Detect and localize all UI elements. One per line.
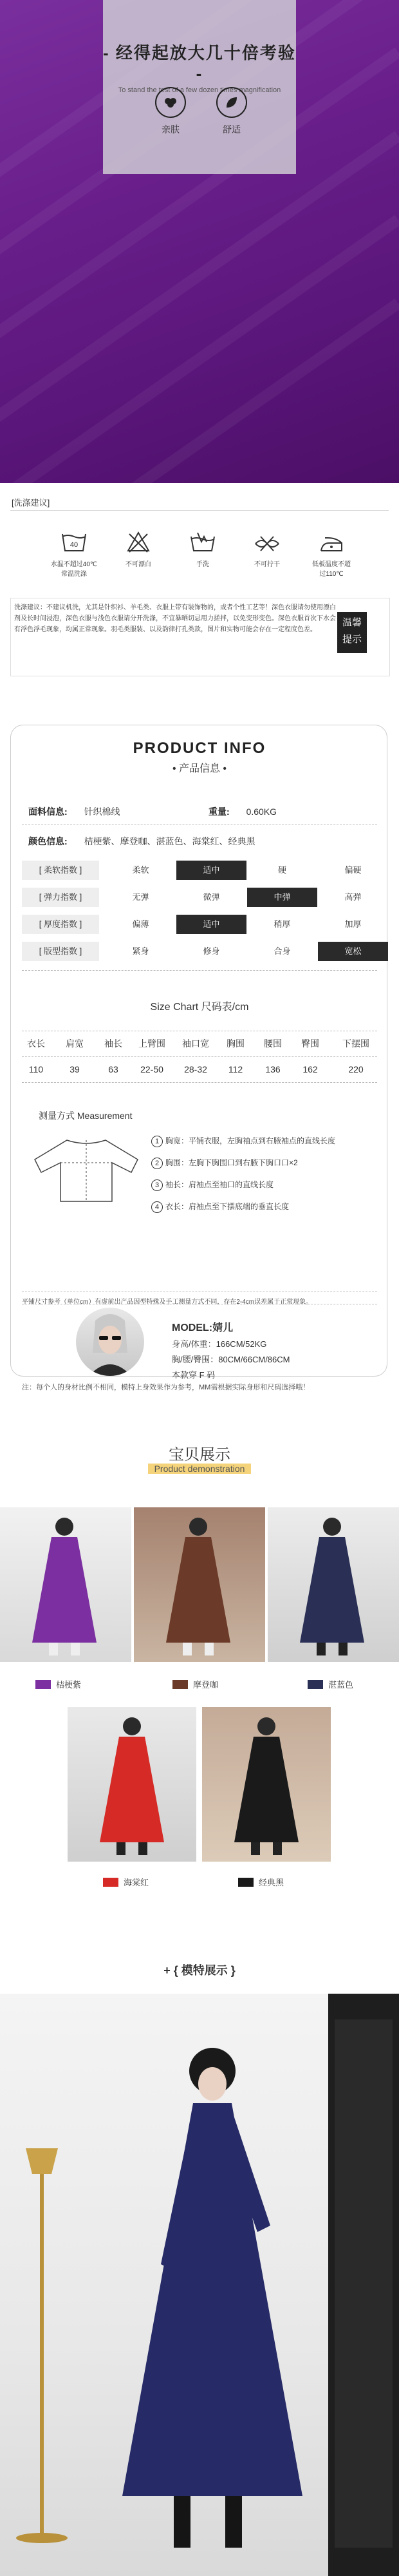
feature-skin	[148, 87, 193, 136]
measure-item: 1 胸宽：平铺衣服，左胸袖点到右腋袖点的直线长度	[151, 1135, 335, 1147]
product-photo-navy	[268, 1507, 399, 1662]
hero-subtitle: To stand the test of a few dozen times magnification	[118, 86, 281, 94]
measurement-title: 测量方式 Measurement	[39, 1111, 133, 1121]
iron-icon	[302, 525, 360, 578]
measure-item: 4 衣长：肩袖点至下摆底端的垂直长度	[151, 1201, 289, 1213]
leaf-icon	[216, 87, 247, 118]
weight-row	[209, 805, 277, 818]
model-height: 身高/体重：166CM/52KG	[172, 1339, 267, 1349]
model-photo	[0, 1994, 399, 2576]
color-swatch-navy: 湛蓝色	[308, 1678, 353, 1690]
hand-wash-icon	[174, 525, 232, 568]
hero-title: - 经得起放大几十倍考验 -	[103, 43, 296, 83]
product-photo-red	[68, 1707, 196, 1862]
model-avatar	[76, 1308, 144, 1376]
wash-title: [洗涤建议]	[12, 498, 50, 508]
fit-note: 注：每个人的身材比例不相同，模特上身效果作为参考，MM需根据实际身形和尺码选择哦！	[22, 1384, 310, 1391]
cotton-icon	[155, 87, 186, 118]
product-photo-brown	[134, 1507, 265, 1662]
color-label: 颜色信息:	[28, 836, 68, 846]
fabric-row	[28, 805, 120, 818]
feature-comfort	[209, 87, 254, 136]
model-name: MODEL:婧儿	[172, 1322, 234, 1333]
no-bleach-icon	[109, 525, 167, 568]
svg-text:40: 40	[70, 541, 79, 549]
color-swatch-brown: 摩登咖	[172, 1678, 218, 1690]
wash-40-label: 水温不超过40℃ 常温洗涤	[50, 561, 98, 578]
feature-skin-label: 亲肤	[162, 124, 180, 135]
measure-item: 2 胸围：左胸下胸围口到右腋下胸口口×2	[151, 1157, 298, 1169]
product-info-subtitle: • 产品信息 •	[172, 763, 227, 774]
hand-wash-label: 手洗	[196, 561, 209, 568]
display-title: 宝贝展示	[169, 1446, 230, 1464]
color-row	[28, 835, 255, 848]
color-value: 桔梗紫、摩登咖、湛蓝色、海棠红、经典黑	[84, 836, 255, 846]
wash-text: 洗涤建议：不建议机洗，尤其是针织衫、羊毛类、衣服上带有装饰物的，或者个性工艺等！深色衣服请勿使用漂白剂及长时间浸泡，深色衣服与浅色衣服请分开洗涤，不宜暴晒切忌用力搓拌，以免变形变色。深色衣服首次下水会有浮色浮毛现象，均属正常现象。羽毛类服装、以及韵律打孔类款，图片和实物可能会存在一定程度色差。	[14, 604, 336, 633]
model-measure: 胸/腰/臀围：80CM/66CM/86CM	[172, 1355, 290, 1364]
model-section-title: + { 模特展示 }	[163, 1964, 236, 1977]
weight-label: 重量:	[209, 806, 230, 817]
no-wring-label: 不可拧干	[254, 561, 280, 568]
product-info-title: PRODUCT INFO	[133, 739, 266, 757]
measurement-note: 平铺尺寸参考（单位cm）有虚前出产品因型特殊及手工测量方式不同，存在2-4cm误差属于正常现象。	[22, 1299, 313, 1306]
fabric-value: 针织棉线	[84, 806, 120, 817]
measure-item: 3 袖长：肩袖点至袖口的直线长度	[151, 1179, 274, 1191]
model-size: 本款穿 F 码	[172, 1370, 216, 1380]
no-wring-icon	[238, 525, 296, 568]
garment-diagram-icon	[28, 1134, 144, 1208]
color-swatch-purple: 桔梗紫	[35, 1678, 81, 1690]
weight-value: 0.60KG	[246, 806, 277, 817]
product-photo-black	[202, 1707, 331, 1862]
tip-tag: 温馨 提示	[337, 612, 367, 653]
color-swatch-red: 海棠红	[103, 1876, 149, 1888]
color-swatch-black: 经典黑	[238, 1876, 284, 1888]
hero-text-box	[103, 0, 296, 174]
no-bleach-label: 不可漂白	[125, 561, 151, 568]
product-photo-purple	[0, 1507, 131, 1662]
hero-banner	[0, 0, 399, 483]
feature-comfort-label: 舒适	[223, 124, 241, 135]
size-chart-title: Size Chart 尺码表/cm	[150, 1002, 249, 1013]
fabric-label: 面料信息:	[28, 806, 68, 817]
iron-label: 低板温度不超 过110℃	[312, 561, 351, 578]
display-subtitle: Product demonstration	[0, 1464, 399, 1474]
wash-40-icon	[45, 525, 103, 578]
